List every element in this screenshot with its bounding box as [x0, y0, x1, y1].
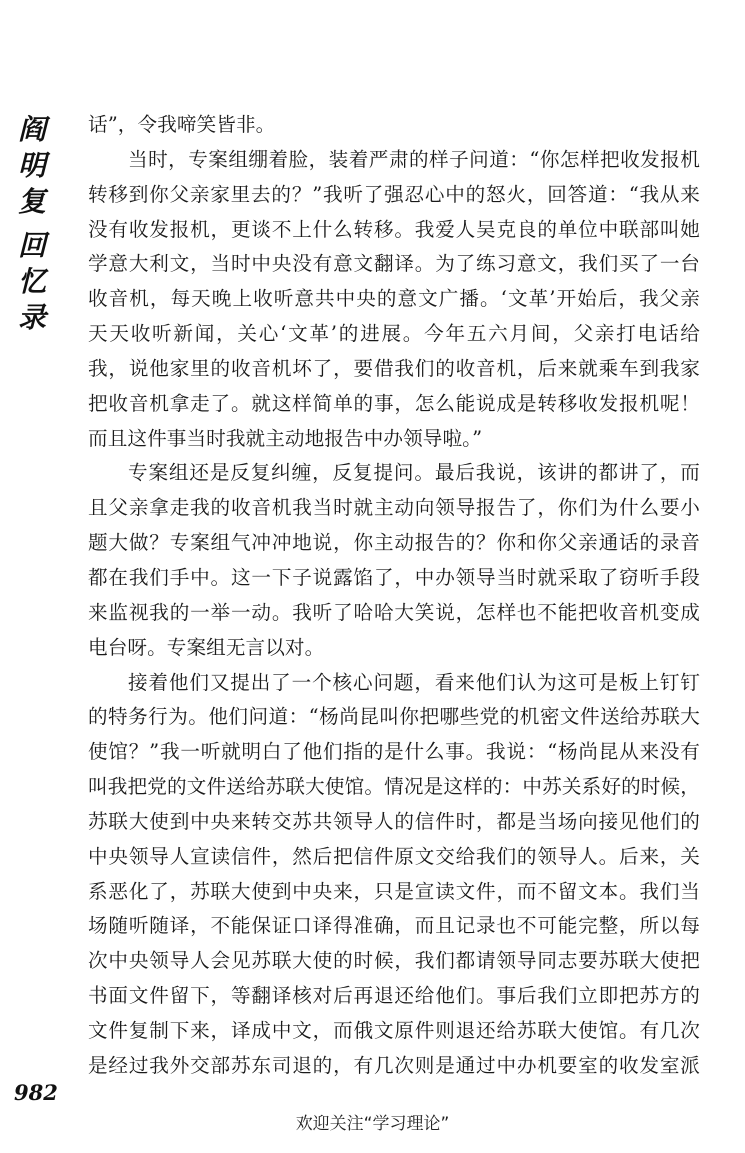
text-line: 书面文件留下，等翻译核对后再退还给他们。事后我们立即把苏方的: [88, 984, 700, 1008]
book-title-char: 明: [17, 149, 46, 182]
text-line: 是经过我外交部苏东司退的，有几次则是通过中办机要室的收发室派: [88, 1053, 700, 1077]
text-line: 题大做？专案组气冲冲地说，你主动报告的？你和你父亲通话的录音: [88, 531, 700, 555]
text-line: 系恶化了，苏联大使到中央来，只是宣读文件，而不留文本。我们当: [88, 879, 700, 903]
text-line: 电台呀。专案组无言以对。: [88, 635, 325, 659]
paragraph-first-line: 专案组还是反复纠缠，反复提问。最后我说，该讲的都讲了，而: [128, 461, 700, 485]
text-line: 使馆？”我一听就明白了他们指的是什么事。我说：“杨尚昆从来没有: [88, 740, 700, 764]
text-line: 话”，令我啼笑皆非。: [88, 113, 276, 136]
text-line: 次中央领导人会见苏联大使的时候，我们都请领导同志要苏联大使把: [88, 949, 700, 973]
book-title-char: 录: [17, 301, 46, 334]
paragraph-first-line: 接着他们又提出了一个核心问题，看来他们认为这可是板上钉钉: [128, 670, 700, 694]
text-line: 收音机，每天晚上收听意共中央的意文广播。‘文革’开始后，我父亲: [88, 287, 700, 311]
text-line: 我，说他家里的收音机坏了，要借我们的收音机，后来就乘车到我家: [88, 356, 700, 380]
text-line: 而且这件事当时我就主动地报告中办领导啦。”: [88, 426, 483, 450]
text-line: 苏联大使到中央来转交苏共领导人的信件时，都是当场向接见他们的: [88, 809, 700, 833]
text-line: 学意大利文，当时中央没有意文翻译。为了练习意文，我们买了一台: [88, 252, 700, 276]
footer-caption: 欢迎关注“学习理论”: [295, 1114, 450, 1134]
text-line: 场随听随译，不能保证口译得准确，而且记录也不可能完整，所以每: [88, 914, 700, 938]
book-title-char: 阎: [17, 113, 46, 146]
paragraph-first-line: 当时，专案组绷着脸，装着严肃的样子问道：“你怎样把收发报机: [128, 147, 700, 171]
book-title-char: 复: [17, 185, 46, 218]
text-line: 的特务行为。他们问道：“杨尚昆叫你把哪些党的机密文件送给苏联大: [88, 705, 700, 729]
text-line: 天天收听新闻，关心‘文革’的进展。今年五六月间，父亲打电话给: [88, 322, 700, 346]
text-line: 转移到你父亲家里去的？”我听了强忍心中的怒火，回答道：“我从来: [88, 182, 700, 206]
book-title-vertical: [12, 112, 52, 336]
text-line: 没有收发报机，更谈不上什么转移。我爱人吴克良的单位中联部叫她: [88, 217, 700, 241]
book-title-char: 忆: [17, 265, 46, 298]
body-text: [88, 108, 700, 1084]
text-line: 都在我们手中。这一下子说露馅了，中办领导当时就采取了窃听手段: [88, 565, 700, 589]
text-line: 叫我把党的文件送给苏联大使馆。情况是这样的：中苏关系好的时候，: [88, 775, 700, 799]
book-title-char: 回: [17, 229, 46, 262]
text-line: 文件复制下来，译成中文，而俄文原件则退还给苏联大使馆。有几次: [88, 1018, 700, 1042]
title-gap: [12, 220, 52, 228]
text-line: 来监视我的一举一动。我听了哈哈大笑说，怎样也不能把收音机变成: [88, 600, 700, 624]
text-line: 且父亲拿走我的收音机我当时就主动向领导报告了，你们为什么要小: [88, 496, 700, 520]
page-number: 982: [14, 1080, 58, 1105]
text-line: 中央领导人宣读信件，然后把信件原文交给我们的领导人。后来，关: [88, 844, 700, 868]
text-line: 把收音机拿走了。就这样简单的事，怎么能说成是转移收发报机呢！: [88, 391, 700, 415]
